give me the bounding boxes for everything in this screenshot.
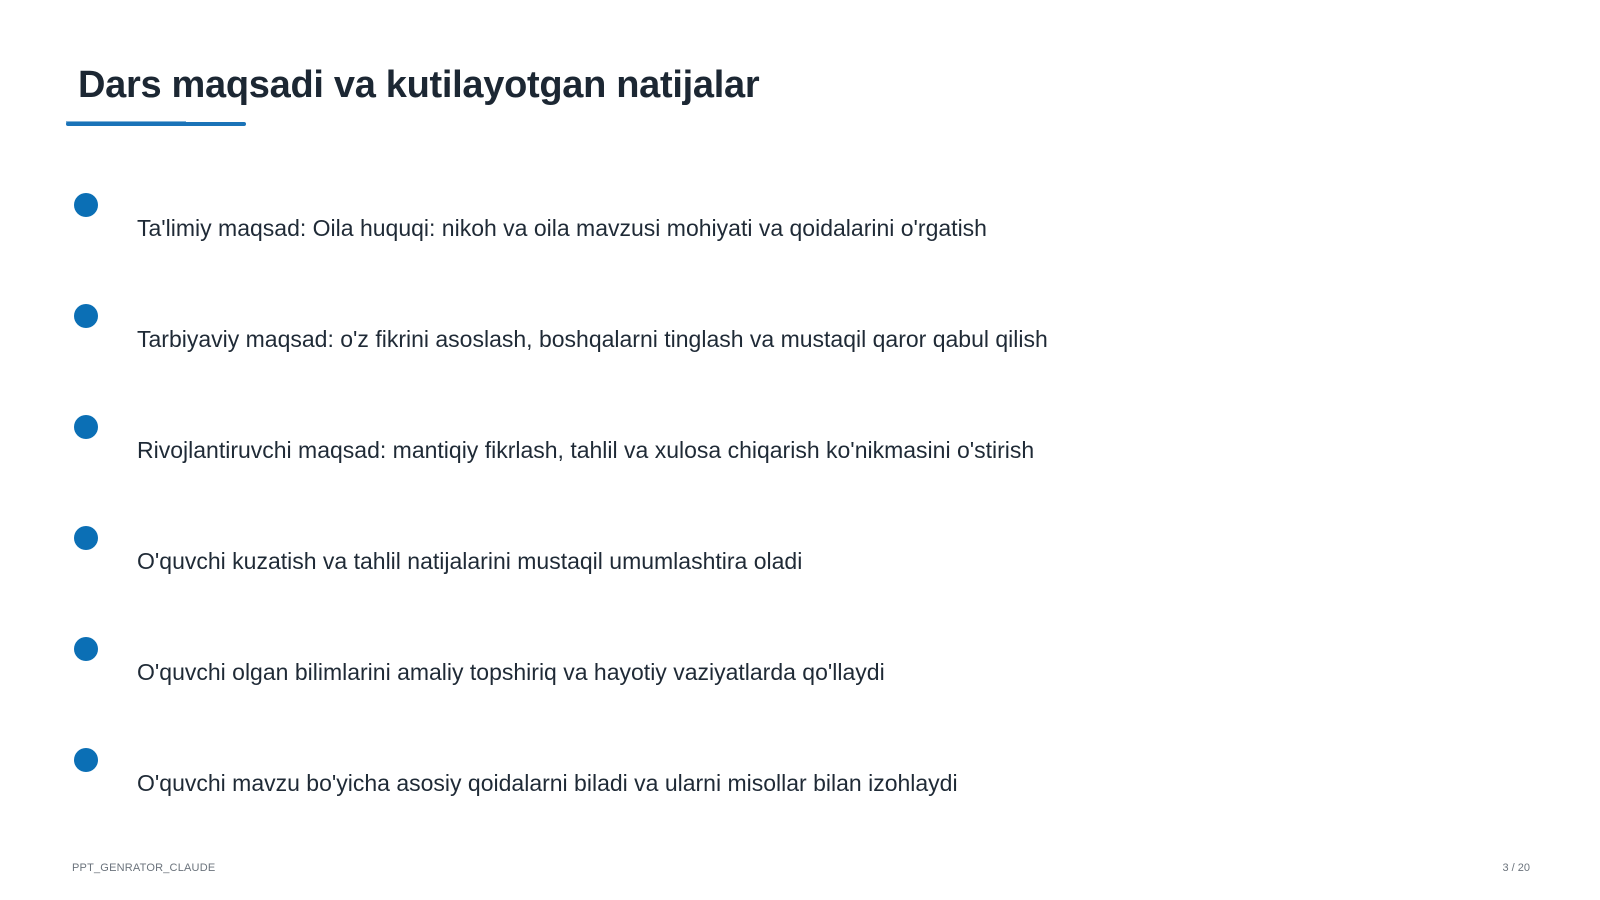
bullet-dot-icon <box>74 526 98 550</box>
bullet-text: O'quvchi olgan bilimlarini amaliy topshiriq va hayotiy vaziyatlarda qo'llaydi <box>137 659 885 685</box>
bullet-dot-icon <box>74 637 98 661</box>
list-item <box>0 304 1600 364</box>
list-item <box>0 637 1600 697</box>
bullet-text: O'quvchi kuzatish va tahlil natijalarini mustaqil umumlashtira oladi <box>137 548 803 574</box>
bullet-dot-icon <box>74 748 98 772</box>
list-item <box>0 193 1600 253</box>
page-indicator: 3 / 20 <box>1502 862 1530 874</box>
bullet-text: Ta'limiy maqsad: Oila huquqi: nikoh va oila mavzusi mohiyati va qoidalarini o'rgatish <box>137 215 987 241</box>
list-item <box>0 748 1600 808</box>
list-item <box>0 415 1600 475</box>
bullet-dot-icon <box>74 415 98 439</box>
slide-title: Dars maqsadi va kutilayotgan natijalar <box>78 64 760 106</box>
bullet-text: Tarbiyaviy maqsad: o'z fikrini asoslash, boshqalarni tinglash va mustaqil qaror qabul qilish <box>137 326 1048 352</box>
bullet-dot-icon <box>74 193 98 217</box>
list-item <box>0 526 1600 586</box>
bullet-text: O'quvchi mavzu bo'yicha asosiy qoidalarni biladi va ularni misollar bilan izohlaydi <box>137 770 958 796</box>
footer-generator-label: PPT_GENRATOR_CLAUDE <box>72 862 216 874</box>
bullet-text: Rivojlantiruvchi maqsad: mantiqiy fikrlash, tahlil va xulosa chiqarish ko'nikmasini o'stirish <box>137 437 1035 463</box>
bullet-dot-icon <box>74 304 98 328</box>
